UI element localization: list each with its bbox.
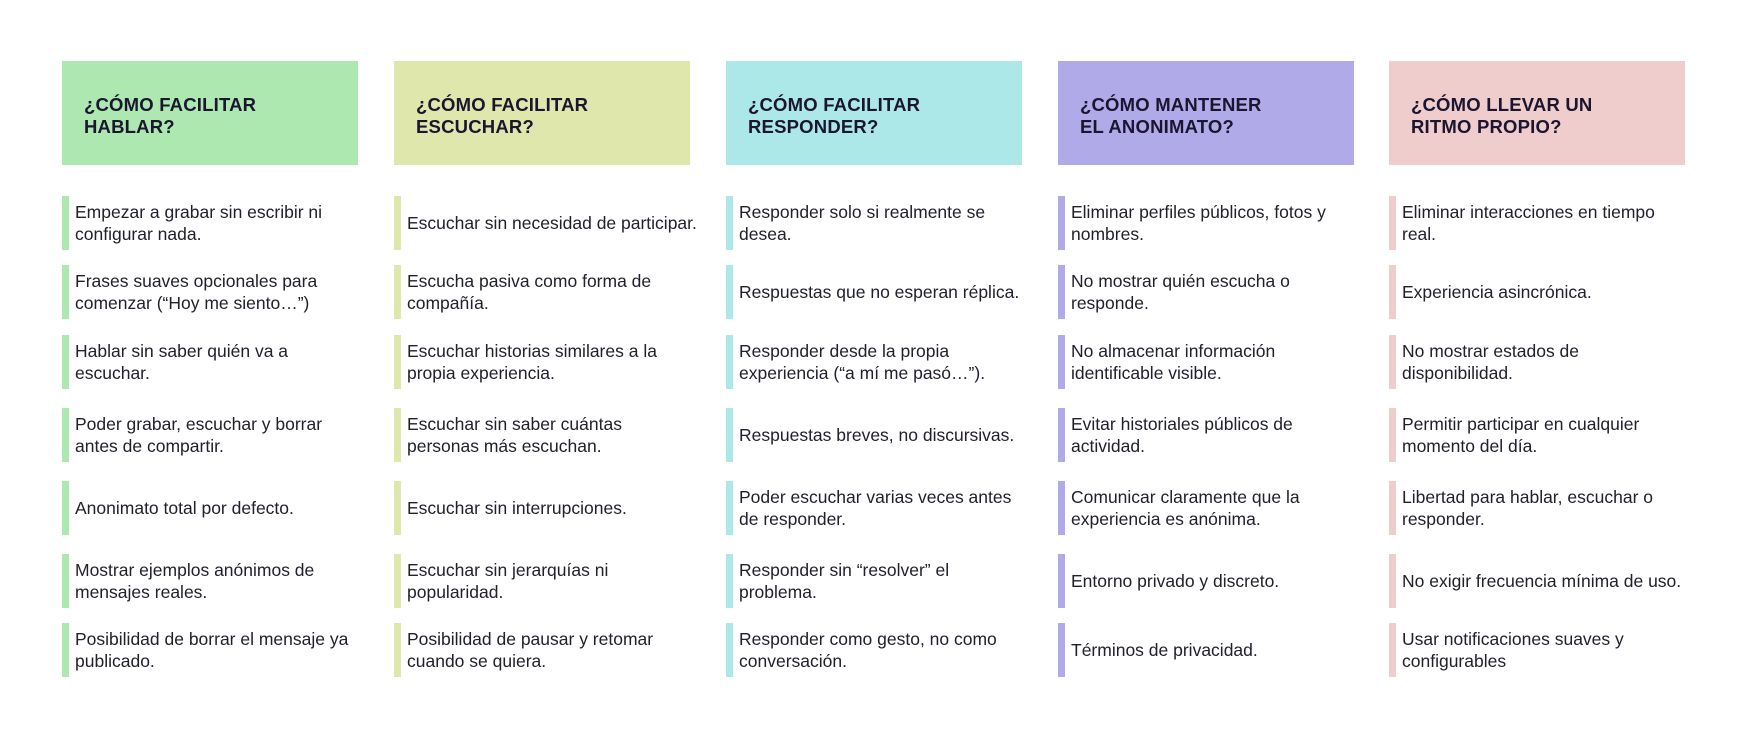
item-accent-bar	[1389, 481, 1396, 535]
item-accent-bar	[1058, 481, 1065, 535]
item-text: No almacenar información identificable visible.	[1071, 341, 1276, 383]
list-item	[394, 196, 697, 250]
item-accent-bar	[62, 481, 69, 535]
column-hablar	[62, 61, 358, 671]
item-accent-bar	[1058, 408, 1065, 462]
item-text: Comunicar claramente que la experiencia es anónima.	[1071, 487, 1300, 529]
item-text: Términos de privacidad.	[1071, 640, 1258, 660]
column-header	[62, 61, 358, 165]
item-accent-bar	[394, 408, 401, 462]
item-text: Escuchar historias similares a la propia experiencia.	[407, 341, 657, 383]
list-item	[726, 408, 1022, 462]
list-item	[394, 623, 690, 677]
list-item	[62, 335, 358, 389]
item-accent-bar	[62, 265, 69, 319]
list-item	[394, 481, 690, 535]
item-accent-bar	[726, 335, 733, 389]
item-accent-bar	[1389, 623, 1396, 677]
list-item	[1058, 265, 1354, 319]
item-accent-bar	[394, 623, 401, 677]
item-text: Eliminar perfiles públicos, fotos y nombres.	[1071, 202, 1326, 244]
item-text: Poder escuchar varias veces antes de responder.	[739, 487, 1012, 529]
item-accent-bar	[62, 623, 69, 677]
item-accent-bar	[1058, 623, 1065, 677]
list-item	[726, 554, 1022, 608]
item-accent-bar	[394, 265, 401, 319]
item-accent-bar	[1058, 196, 1065, 250]
list-item	[1058, 481, 1354, 535]
list-item	[726, 335, 1022, 389]
item-accent-bar	[62, 554, 69, 608]
item-accent-bar	[726, 481, 733, 535]
item-accent-bar	[62, 408, 69, 462]
item-text: Eliminar interacciones en tiempo real.	[1402, 202, 1655, 244]
item-text: Respuestas que no esperan réplica.	[739, 282, 1020, 302]
item-accent-bar	[1389, 554, 1396, 608]
item-text: No mostrar quién escucha o responde.	[1071, 271, 1290, 313]
list-item	[1058, 554, 1354, 608]
list-item	[62, 265, 358, 319]
list-item	[62, 623, 358, 677]
item-accent-bar	[394, 196, 401, 250]
list-item	[1058, 623, 1354, 677]
list-item	[62, 196, 358, 250]
item-text: Anonimato total por defecto.	[75, 498, 294, 518]
item-text: Experiencia asincrónica.	[1402, 282, 1592, 302]
list-item	[1058, 335, 1354, 389]
item-text: Respuestas breves, no discursivas.	[739, 425, 1015, 445]
column-header	[1058, 61, 1354, 165]
item-accent-bar	[726, 408, 733, 462]
item-text: Mostrar ejemplos anónimos de mensajes reales.	[75, 560, 315, 602]
column-title: ¿CÓMO FACILITAR HABLAR?	[84, 94, 257, 137]
item-text: Poder grabar, escuchar y borrar antes de compartir.	[75, 414, 323, 456]
item-accent-bar	[62, 335, 69, 389]
item-text: Hablar sin saber quién va a escuchar.	[75, 341, 289, 383]
item-accent-bar	[1389, 196, 1396, 250]
column-escuchar	[394, 61, 697, 671]
list-item	[1389, 481, 1685, 535]
list-item	[1389, 408, 1685, 462]
item-text: Posibilidad de pausar y retomar cuando se quiera.	[407, 629, 654, 671]
list-item	[1389, 196, 1685, 250]
column-anonimato	[1058, 61, 1354, 660]
item-text: Posibilidad de borrar el mensaje ya publicado.	[75, 629, 349, 671]
item-text: Libertad para hablar, escuchar o responder.	[1402, 487, 1653, 529]
item-accent-bar	[394, 481, 401, 535]
column-title: ¿CÓMO MANTENER EL ANONIMATO?	[1080, 94, 1262, 137]
item-text: Entorno privado y discreto.	[1071, 571, 1280, 591]
column-header	[1389, 61, 1685, 165]
item-accent-bar	[1389, 408, 1396, 462]
item-text: Escucha pasiva como forma de compañía.	[407, 271, 652, 313]
item-text: Evitar historiales públicos de actividad.	[1071, 414, 1293, 456]
item-accent-bar	[726, 623, 733, 677]
item-text: Responder desde la propia experiencia (“a mí me pasó…”).	[739, 341, 986, 383]
item-text: Escuchar sin necesidad de participar.	[407, 213, 697, 233]
item-accent-bar	[394, 554, 401, 608]
list-item	[1058, 196, 1354, 250]
column-responder	[726, 61, 1022, 671]
list-item	[394, 554, 690, 608]
column-title: ¿CÓMO FACILITAR ESCUCHAR?	[416, 94, 589, 137]
column-title: ¿CÓMO FACILITAR RESPONDER?	[748, 94, 921, 137]
item-accent-bar	[726, 265, 733, 319]
list-item	[726, 196, 1022, 250]
item-accent-bar	[62, 196, 69, 250]
list-item	[62, 481, 358, 535]
list-item	[62, 554, 358, 608]
item-text: Escuchar sin jerarquías ni popularidad.	[407, 560, 609, 602]
list-item	[394, 265, 690, 319]
list-item	[726, 265, 1022, 319]
column-ritmo-propio	[1389, 61, 1685, 671]
item-text: Usar notificaciones suaves y configurables	[1402, 629, 1624, 671]
item-accent-bar	[1058, 265, 1065, 319]
item-text: Responder como gesto, no como conversación.	[739, 629, 997, 671]
item-accent-bar	[726, 554, 733, 608]
item-text: Frases suaves opcionales para comenzar (“Hoy me siento…”)	[75, 271, 318, 313]
item-accent-bar	[1058, 335, 1065, 389]
item-text: No mostrar estados de disponibilidad.	[1402, 341, 1580, 383]
column-header	[726, 61, 1022, 165]
item-text: Permitir participar en cualquier momento del día.	[1402, 414, 1640, 456]
list-item	[1058, 408, 1354, 462]
item-text: Escuchar sin interrupciones.	[407, 498, 627, 518]
list-item	[726, 481, 1022, 535]
list-item	[62, 408, 358, 462]
item-accent-bar	[1058, 554, 1065, 608]
item-accent-bar	[394, 335, 401, 389]
item-accent-bar	[1389, 335, 1396, 389]
item-accent-bar	[1389, 265, 1396, 319]
list-item	[726, 623, 1022, 677]
column-title: ¿CÓMO LLEVAR UN RITMO PROPIO?	[1411, 94, 1593, 137]
item-text: No exigir frecuencia mínima de uso.	[1402, 571, 1682, 591]
item-accent-bar	[726, 196, 733, 250]
list-item	[1389, 623, 1685, 677]
item-text: Empezar a grabar sin escribir ni configurar nada.	[75, 202, 323, 244]
list-item	[1389, 265, 1685, 319]
item-text: Responder solo si realmente se desea.	[739, 202, 986, 244]
item-text: Escuchar sin saber cuántas personas más escuchan.	[407, 414, 622, 456]
column-header	[394, 61, 690, 165]
list-item	[394, 335, 690, 389]
list-item	[394, 408, 690, 462]
list-item	[1389, 554, 1685, 608]
list-item	[1389, 335, 1685, 389]
item-text: Responder sin “resolver” el problema.	[739, 560, 950, 602]
